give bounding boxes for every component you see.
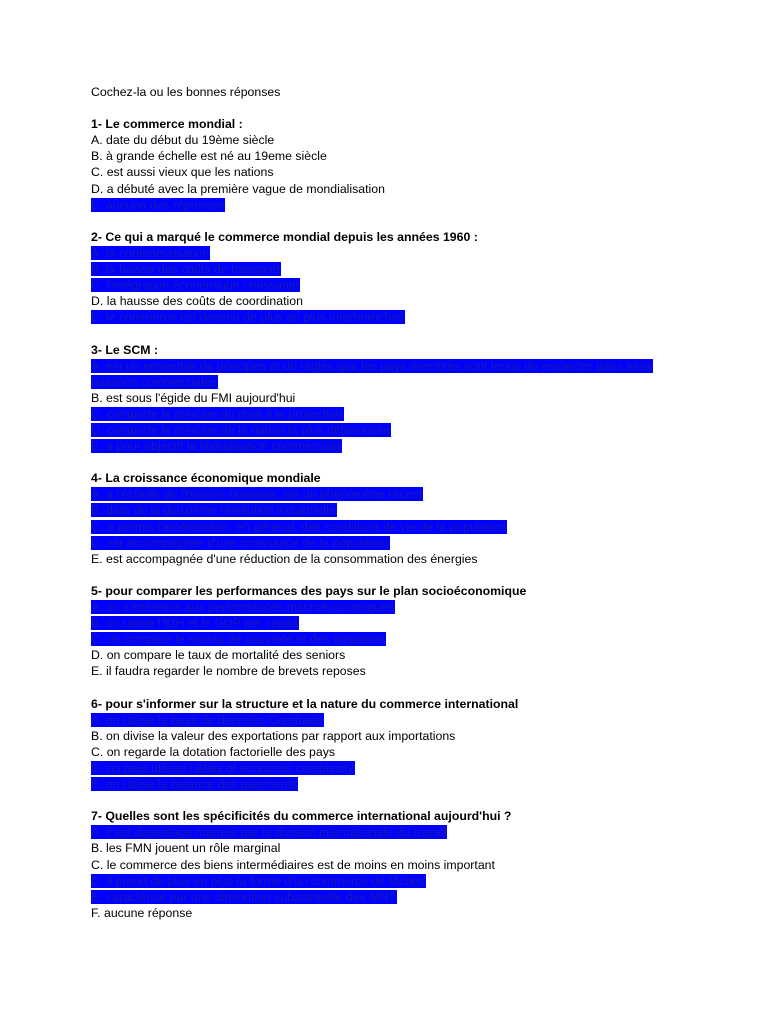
answer-option — [91, 132, 691, 148]
answer-option-highlighted — [91, 197, 691, 213]
document-page — [91, 84, 691, 937]
answer-option-text: E. il faudra regarder le nombre de brevets reposes — [91, 664, 366, 679]
answer-option-text: B. la baisse des coûts de transport — [91, 262, 280, 277]
answer-option-text: E. est accompagnée d'une réduction de la consommation des énergies — [91, 551, 478, 566]
answer-option-highlighted — [91, 309, 691, 325]
question-title: 6- pour s'informer sur la structure et la nature du commerce international — [91, 696, 519, 711]
answer-option-highlighted — [91, 873, 691, 889]
answer-option — [91, 905, 691, 921]
answer-option-text: B. on utilise l'IDH et le GDP per capita — [91, 616, 299, 631]
answer-option — [91, 164, 691, 180]
answer-option-text: C. le commerce des biens intermédiaires est de moins en moins important — [91, 857, 495, 872]
instruction-text: Cochez-la ou les bonnes réponses — [91, 85, 281, 99]
answer-option-text: B. est sous l'égide du FMI aujourd'hui — [91, 390, 296, 405]
answer-option-text: D. a débuté avec la première vague de mondialisation — [91, 181, 385, 196]
question-title: 1- Le commerce mondial : — [91, 117, 243, 132]
question-list — [91, 116, 691, 921]
answer-option-text: D. comporte le principe de la nation la plus défavorisée — [91, 422, 391, 437]
answer-option-highlighted — [91, 277, 691, 293]
answer-option-text: E. a pour objectif la libéralisation commerciale — [91, 439, 342, 454]
answer-option-text: A. est un ensemble de principes et de règles que les pays membres sont tenus de respecter dans leurs relations commerciales — [91, 358, 653, 389]
question-block — [91, 470, 691, 567]
question-block — [91, 342, 691, 455]
answer-option-highlighted — [91, 502, 691, 518]
answer-option — [91, 148, 691, 164]
answer-option-text: F. aucune réponse — [91, 905, 193, 920]
answer-option — [91, 840, 691, 856]
answer-option-text: C. est aussi vieux que les nations — [91, 165, 274, 180]
answer-option-text: E. le commerce est devenu de plus en plus interbranches — [91, 310, 405, 325]
answer-option-text: A. on utilise la base de données Comtrade — [91, 712, 323, 727]
answer-option — [91, 663, 691, 679]
answer-option — [91, 551, 691, 567]
answer-option-highlighted — [91, 261, 691, 277]
answer-option — [91, 293, 691, 309]
question-block — [91, 808, 691, 921]
answer-option-text: A. on s'intéresse aux performances macroéconomiques — [91, 600, 395, 614]
answer-option-text: C. comporte le principe du droit à la protection — [91, 406, 343, 421]
answer-option-text: D. on compare le taux de mortalité des seniors — [91, 648, 346, 663]
answer-option-highlighted — [91, 486, 691, 502]
answer-option-text: A. date du début du 19ème siècle — [91, 133, 275, 148]
answer-option-highlighted — [91, 824, 691, 840]
answer-option-text: E. aucune des réponses — [91, 197, 224, 212]
question-title: 7- Quelles sont les spécificités du commerce international aujourd'hui ? — [91, 809, 512, 824]
answer-option — [91, 857, 691, 873]
answer-option — [91, 390, 691, 406]
answer-option-text: B. on divise la valeur des exportations par rapport aux importations — [91, 728, 456, 743]
answer-option-text: A. il est davantage marqué par la division internationale du travail — [91, 825, 447, 840]
answer-option-text: D. il prend de plus en plus la forme d'un commerce de tâches — [91, 873, 425, 888]
question-block — [91, 229, 691, 326]
answer-option-highlighted — [91, 599, 691, 615]
answer-option-text: E. caractérisé par une diminution substantielle des MNT — [91, 889, 396, 904]
question-title: 4- La croissance économique mondiale — [91, 471, 321, 486]
answer-option-text: A. à l'échelle de l'histoire humaine, est un phénomène récent — [91, 487, 423, 502]
answer-option — [91, 744, 691, 760]
answer-option-highlighted — [91, 535, 691, 551]
answer-option-text: B. date de la deuxième révolution industrielle — [91, 503, 336, 518]
answer-option-highlighted — [91, 422, 691, 438]
answer-option-highlighted — [91, 889, 691, 905]
answer-option-highlighted — [91, 615, 691, 631]
answer-option — [91, 647, 691, 663]
answer-option-text: D. la hausse des coûts de coordination — [91, 294, 303, 309]
answer-option — [91, 181, 691, 197]
question-title: 2- Ce qui a marqué le commerce mondial depuis les années 1960 : — [91, 229, 478, 244]
question-block — [91, 116, 691, 213]
question-block — [91, 696, 691, 793]
question-block — [91, 583, 691, 680]
answer-option-highlighted — [91, 438, 691, 454]
question-title: 3- Le SCM : — [91, 342, 158, 357]
answer-option-text: B. les FMN jouent un rôle marginal — [91, 841, 281, 856]
answer-option-highlighted — [91, 358, 691, 390]
answer-option-highlighted — [91, 776, 691, 792]
answer-option-highlighted — [91, 519, 691, 535]
answer-option-text: C. l'intégration économique croissante — [91, 278, 300, 293]
answer-option-text: D. est accompagnée d'une croissance de la population — [91, 535, 390, 550]
answer-option-highlighted — [91, 406, 691, 422]
answer-option-highlighted — [91, 245, 691, 261]
answer-option-text: A. la conteneurisation — [91, 245, 210, 260]
answer-option — [91, 728, 691, 744]
answer-option-highlighted — [91, 631, 691, 647]
answer-option-text: C. on compare le niveau de pauvreté et des inégalités — [91, 632, 385, 647]
answer-option-text: C. a permis l'amélioration, en général, des conditions de vie de la population — [91, 519, 507, 534]
question-title: 5- pour comparer les performances des pays sur le plan socioéconomique — [91, 583, 527, 598]
answer-option-highlighted — [91, 760, 691, 776]
answer-option-text: B. à grande échelle est né au 19eme siècle — [91, 149, 327, 164]
answer-option-text: E. on utilise la balance des paiements — [91, 777, 298, 792]
answer-option-text: D. on peut utiliser l'Atlas of economic complexity — [91, 760, 354, 775]
answer-option-highlighted — [91, 712, 691, 728]
answer-option-text: C. on regarde la dotation factorielle des pays — [91, 744, 336, 759]
